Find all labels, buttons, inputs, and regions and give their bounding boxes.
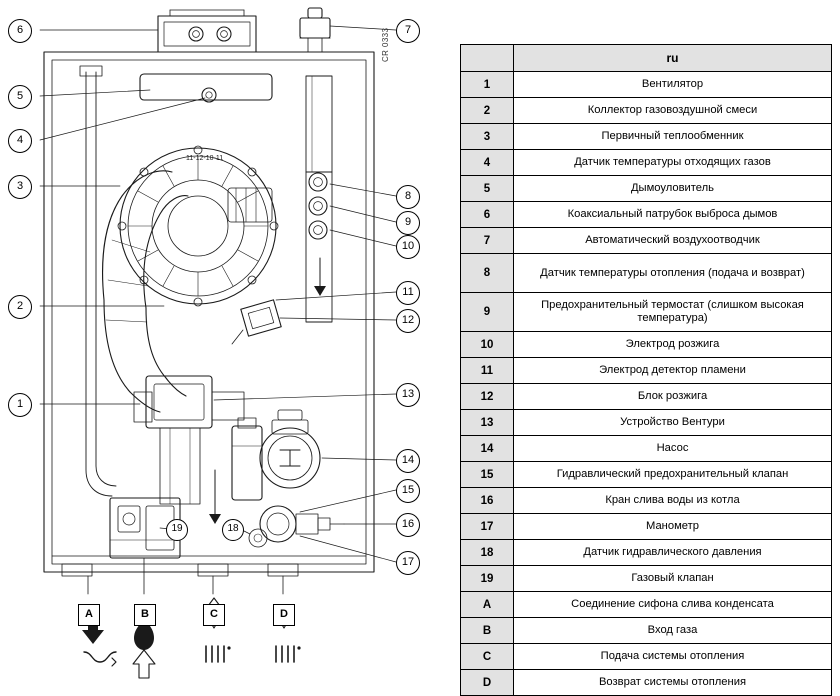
legend-row-description: Насос <box>514 436 832 462</box>
table-row <box>461 514 832 540</box>
legend-row-description: Подача системы отопления <box>514 644 832 670</box>
table-row <box>461 254 832 293</box>
table-row <box>461 384 832 410</box>
legend-row-number: 5 <box>461 176 514 202</box>
legend-row-description: Первичный теплообменник <box>514 124 832 150</box>
legend-table <box>460 44 832 696</box>
legend-row-number: A <box>461 592 514 618</box>
legend-row-description: Электрод розжига <box>514 332 832 358</box>
legend-row-number: 6 <box>461 202 514 228</box>
callout-1[interactable]: 1 <box>8 393 32 417</box>
legend-row-number: 8 <box>461 254 514 293</box>
legend-row-description: Вентилятор <box>514 72 832 98</box>
table-row <box>461 332 832 358</box>
svg-text:11-12-10-11: 11-12-10-11 <box>186 155 224 162</box>
legend-row-description: Устройство Вентури <box>514 410 832 436</box>
legend-row-description: Датчик гидравлического давления <box>514 540 832 566</box>
legend-row-number: B <box>461 618 514 644</box>
legend-row-number: 4 <box>461 150 514 176</box>
table-row <box>461 540 832 566</box>
legend-row-description: Датчик температуры отходящих газов <box>514 150 832 176</box>
legend-row-description: Вход газа <box>514 618 832 644</box>
callout-18[interactable]: 18 <box>222 519 244 541</box>
table-row <box>461 202 832 228</box>
table-row <box>461 670 832 696</box>
legend-header-num <box>461 45 514 72</box>
table-row <box>461 98 832 124</box>
table-row <box>461 176 832 202</box>
callout-14[interactable]: 14 <box>396 449 420 473</box>
callout-6[interactable]: 6 <box>8 19 32 43</box>
legend-row-number: 1 <box>461 72 514 98</box>
legend-row-description: Гидравлический предохранительный клапан <box>514 462 832 488</box>
legend-row-description: Дымоуловитель <box>514 176 832 202</box>
flow-box-a[interactable]: A <box>78 604 100 626</box>
legend-row-description: Коаксиальный патрубок выброса дымов <box>514 202 832 228</box>
table-row <box>461 566 832 592</box>
legend-row-number: 15 <box>461 462 514 488</box>
callout-8[interactable]: 8 <box>396 185 420 209</box>
legend-row-number: 2 <box>461 98 514 124</box>
callout-11[interactable]: 11 <box>396 281 420 305</box>
legend-header-row <box>461 45 832 72</box>
legend-row-number: D <box>461 670 514 696</box>
legend-row-number: 9 <box>461 293 514 332</box>
callout-13[interactable]: 13 <box>396 383 420 407</box>
legend-row-number: 16 <box>461 488 514 514</box>
legend-row-description: Коллектор газовоздушной смеси <box>514 98 832 124</box>
legend-row-number: 10 <box>461 332 514 358</box>
callout-17[interactable]: 17 <box>396 551 420 575</box>
callout-16[interactable]: 16 <box>396 513 420 537</box>
table-row <box>461 644 832 670</box>
table-row <box>461 410 832 436</box>
legend-row-description: Предохранительный термостат (слишком высокая температура) <box>514 293 832 332</box>
table-row <box>461 358 832 384</box>
callout-4[interactable]: 4 <box>8 129 32 153</box>
legend-row-description: Блок розжига <box>514 384 832 410</box>
legend-row-description: Манометр <box>514 514 832 540</box>
flow-box-d[interactable]: D <box>273 604 295 626</box>
flow-box-c[interactable]: C <box>203 604 225 626</box>
table-row <box>461 293 832 332</box>
flow-box-b[interactable]: B <box>134 604 156 626</box>
drawing-code: CR 0333 <box>381 27 390 62</box>
legend-row-description: Электрод детектор пламени <box>514 358 832 384</box>
table-row <box>461 436 832 462</box>
legend-row-number: 19 <box>461 566 514 592</box>
legend-row-number: 3 <box>461 124 514 150</box>
callout-5[interactable]: 5 <box>8 85 32 109</box>
legend-row-description: Автоматический воздухоотводчик <box>514 228 832 254</box>
table-row <box>461 124 832 150</box>
table-row <box>461 618 832 644</box>
callout-7[interactable]: 7 <box>396 19 420 43</box>
legend-table-body <box>461 72 832 696</box>
table-row <box>461 488 832 514</box>
callout-2[interactable]: 2 <box>8 295 32 319</box>
legend-row-number: 12 <box>461 384 514 410</box>
legend-row-number: 11 <box>461 358 514 384</box>
table-row <box>461 150 832 176</box>
legend-row-number: 14 <box>461 436 514 462</box>
legend-row-description: Возврат системы отопления <box>514 670 832 696</box>
legend-row-description: Газовый клапан <box>514 566 832 592</box>
legend-row-description: Соединение сифона слива конденсата <box>514 592 832 618</box>
callout-12[interactable]: 12 <box>396 309 420 333</box>
legend-row-number: 13 <box>461 410 514 436</box>
callout-15[interactable]: 15 <box>396 479 420 503</box>
legend-row-number: 18 <box>461 540 514 566</box>
table-row <box>461 592 832 618</box>
legend-row-number: 7 <box>461 228 514 254</box>
legend-header-lang: ru <box>514 45 832 72</box>
callout-10[interactable]: 10 <box>396 235 420 259</box>
legend-table-head <box>461 45 832 72</box>
legend-row-number: C <box>461 644 514 670</box>
callout-3[interactable]: 3 <box>8 175 32 199</box>
table-row <box>461 462 832 488</box>
callout-19[interactable]: 19 <box>166 519 188 541</box>
table-row <box>461 72 832 98</box>
table-row <box>461 228 832 254</box>
callout-9[interactable]: 9 <box>396 211 420 235</box>
legend-row-description: Кран слива воды из котла <box>514 488 832 514</box>
legend-row-number: 17 <box>461 514 514 540</box>
legend-row-description: Датчик температуры отопления (подача и возврат) <box>514 254 832 293</box>
legend-table-wrapper <box>460 44 832 696</box>
